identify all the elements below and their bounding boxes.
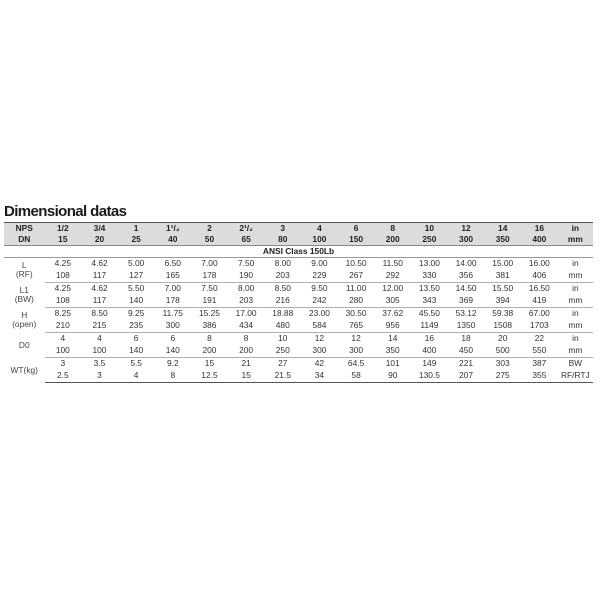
cell-value: 178 — [191, 270, 228, 283]
cell-value: 30.50 — [345, 308, 367, 319]
cell-value: 4 — [60, 333, 66, 344]
cell-value: 200 — [191, 345, 228, 358]
table-row — [4, 270, 593, 283]
cell-value: 386 — [191, 320, 228, 333]
cell-value: 16 — [424, 333, 435, 344]
table-row — [4, 370, 593, 383]
cell-value: 207 — [448, 370, 485, 383]
header-dn-cell: 65 — [228, 234, 265, 246]
unit-cell: mm — [558, 345, 593, 358]
cell-value: 9.00 — [311, 258, 328, 269]
cell-value: 267 — [338, 270, 375, 283]
header-dn-label: DN — [4, 234, 45, 246]
dimensions-table — [4, 222, 593, 383]
cell-value: 64.5 — [347, 358, 365, 369]
cell-value: 17.00 — [235, 308, 257, 319]
header-dn-cell: 300 — [448, 234, 485, 246]
cell-value: 305 — [374, 295, 411, 308]
cell-value: 8 — [207, 333, 212, 344]
cell-value: 394 — [484, 295, 521, 308]
cell-value: 8.25 — [54, 308, 71, 319]
cell-value: 4.62 — [91, 258, 108, 269]
row-label-main: L — [21, 260, 27, 271]
header-nps-cell: 8 — [374, 223, 411, 235]
cell-value: 7.00 — [164, 283, 181, 294]
cell-value: 3.5 — [93, 358, 106, 369]
unit-cell: in — [572, 308, 579, 319]
cell-value: 13.00 — [418, 258, 440, 269]
cell-value: 11.00 — [345, 283, 367, 294]
cell-value: 15.50 — [492, 283, 514, 294]
cell-value: 8.50 — [274, 283, 291, 294]
cell-value: 140 — [118, 345, 155, 358]
table-row — [4, 308, 593, 321]
cell-value: 21.5 — [264, 370, 301, 383]
cell-value: 300 — [338, 345, 375, 358]
header-row-nps — [4, 223, 593, 235]
cell-value: 235 — [118, 320, 155, 333]
unit-cell: in — [572, 258, 579, 269]
cell-value: 190 — [228, 270, 265, 283]
cell-value: 203 — [228, 295, 265, 308]
unit-cell: mm — [558, 320, 593, 333]
row-label — [4, 308, 45, 333]
cell-value: 18.88 — [272, 308, 294, 319]
table-row — [4, 333, 593, 346]
header-dn-cell: 20 — [81, 234, 118, 246]
cell-value: 20 — [498, 333, 508, 344]
cell-value: 14.00 — [455, 258, 477, 269]
cell-value: 5.00 — [127, 258, 145, 269]
row-label — [4, 258, 45, 283]
cell-value: 15.00 — [492, 258, 514, 269]
cell-value: 11.50 — [382, 258, 403, 269]
cell-value: 130.5 — [411, 370, 448, 383]
cell-value: 229 — [301, 270, 338, 283]
cell-value: 45.50 — [418, 308, 440, 319]
cell-value: 4.25 — [54, 283, 71, 294]
cell-value: 956 — [374, 320, 411, 333]
row-label-main: WT(kg) — [10, 364, 38, 375]
header-nps-label: NPS — [4, 223, 45, 235]
cell-value: 6 — [133, 333, 139, 344]
cell-value: 5.5 — [130, 358, 142, 369]
cell-value: 8.00 — [237, 283, 255, 294]
unit-cell: RF/RTJ — [558, 370, 593, 383]
cell-value: 67.00 — [528, 308, 550, 319]
page-title: Dimensional datas — [4, 203, 127, 220]
table-row — [4, 295, 593, 308]
header-dn-cell: 50 — [191, 234, 228, 246]
header-nps-cell: 2 — [191, 223, 228, 235]
cell-value: 16.50 — [528, 283, 550, 294]
table-row — [4, 258, 593, 271]
cell-value: 381 — [484, 270, 521, 283]
cell-value: 149 — [422, 358, 437, 369]
cell-value: 250 — [264, 345, 301, 358]
cell-value: 13.50 — [418, 283, 440, 294]
cell-value: 406 — [521, 270, 558, 283]
cell-value: 21 — [241, 358, 251, 369]
cell-value: 3 — [81, 370, 118, 383]
cell-value: 3 — [60, 358, 66, 369]
header-nps-cell: 10 — [411, 223, 448, 235]
row-label — [4, 333, 45, 358]
cell-value: 117 — [81, 295, 118, 308]
cell-value: 90 — [374, 370, 411, 383]
cell-value: 450 — [448, 345, 485, 358]
header-dn-cell: 40 — [154, 234, 191, 246]
class-row — [4, 246, 593, 258]
table-row — [4, 358, 593, 371]
row-label-sub: (open) — [12, 319, 37, 329]
cell-value: 10 — [278, 333, 288, 344]
cell-value: 1508 — [484, 320, 521, 333]
row-label-main: H — [21, 310, 28, 320]
cell-value: 7.50 — [201, 283, 218, 294]
cell-value: 330 — [411, 270, 448, 283]
cell-value: 5.50 — [127, 283, 145, 294]
cell-value: 12 — [351, 333, 361, 344]
header-nps-cell: 1 — [118, 223, 155, 235]
cell-value: 6.50 — [164, 258, 181, 269]
cell-value: 2.5 — [45, 370, 82, 383]
row-label — [4, 283, 45, 308]
cell-value: 215 — [81, 320, 118, 333]
header-nps-cell: 16 — [521, 223, 558, 235]
cell-value: 127 — [118, 270, 155, 283]
row-label-main: L1 — [19, 285, 29, 295]
cell-value: 100 — [45, 345, 82, 358]
cell-value: 9.25 — [127, 308, 145, 319]
cell-value: 12.00 — [382, 283, 404, 294]
cell-value: 369 — [448, 295, 485, 308]
cell-value: 117 — [81, 270, 118, 283]
cell-value: 37.62 — [382, 308, 404, 319]
cell-value: 108 — [45, 270, 82, 283]
header-dn-cell: 150 — [338, 234, 375, 246]
header-unit-bottom: mm — [558, 234, 593, 246]
cell-value: 6 — [170, 333, 176, 344]
cell-value: 1149 — [411, 320, 448, 333]
cell-value: 419 — [521, 295, 558, 308]
cell-value: 200 — [228, 345, 265, 358]
header-row-dn — [4, 234, 593, 246]
header-dn-cell: 80 — [264, 234, 301, 246]
unit-cell: mm — [558, 295, 593, 308]
cell-value: 8.50 — [91, 308, 108, 319]
row-label-main: D0 — [18, 339, 30, 350]
cell-value: 8 — [243, 333, 249, 344]
cell-value: 140 — [154, 345, 191, 358]
row-label — [4, 358, 45, 383]
cell-value: 165 — [154, 270, 191, 283]
cell-value: 12 — [314, 333, 325, 344]
cell-value: 8 — [154, 370, 191, 383]
cell-value: 275 — [484, 370, 521, 383]
header-nps-cell: 3 — [264, 223, 301, 235]
cell-value: 1703 — [521, 320, 558, 333]
cell-value: 400 — [411, 345, 448, 358]
cell-value: 58 — [338, 370, 375, 383]
cell-value: 4 — [118, 370, 155, 383]
cell-value: 15 — [204, 358, 215, 369]
cell-value: 16.00 — [528, 258, 550, 269]
header-dn-cell: 25 — [118, 234, 155, 246]
header-dn-cell: 250 — [411, 234, 448, 246]
header-dn-cell: 15 — [45, 234, 82, 246]
cell-value: 216 — [264, 295, 301, 308]
unit-cell: BW — [568, 358, 583, 369]
header-dn-cell: 400 — [521, 234, 558, 246]
class-label: ANSI Class 150Lb — [4, 246, 593, 258]
cell-value: 23.00 — [308, 308, 330, 319]
header-nps-cell: 14 — [484, 223, 521, 235]
header-nps-cell: 12 — [448, 223, 485, 235]
header-nps-cell: 2¹/₂ — [228, 223, 265, 235]
cell-value: 203 — [264, 270, 301, 283]
cell-value: 765 — [338, 320, 375, 333]
cell-value: 9.2 — [166, 358, 179, 369]
cell-value: 292 — [374, 270, 411, 283]
cell-value: 18 — [461, 333, 471, 344]
cell-value: 221 — [459, 358, 474, 369]
unit-cell: mm — [558, 270, 593, 283]
cell-value: 355 — [521, 370, 558, 383]
cell-value: 8.00 — [274, 258, 291, 269]
cell-value: 42 — [314, 358, 325, 369]
header-dn-cell: 350 — [484, 234, 521, 246]
cell-value: 480 — [264, 320, 301, 333]
cell-value: 4 — [97, 333, 102, 344]
cell-value: 100 — [81, 345, 118, 358]
cell-value: 27 — [278, 358, 288, 369]
cell-value: 300 — [301, 345, 338, 358]
cell-value: 280 — [338, 295, 375, 308]
cell-value: 210 — [45, 320, 82, 333]
cell-value: 9.50 — [311, 283, 328, 294]
header-nps-cell: 1¹/₂ — [154, 223, 191, 235]
row-label-sub: (BW) — [14, 294, 34, 304]
cell-value: 303 — [495, 358, 510, 369]
cell-value: 350 — [374, 345, 411, 358]
unit-cell: in — [572, 333, 579, 344]
cell-value: 14.50 — [455, 283, 477, 294]
header-dn-cell: 200 — [374, 234, 411, 246]
cell-value: 242 — [301, 295, 338, 308]
cell-value: 1350 — [448, 320, 485, 333]
cell-value: 584 — [301, 320, 338, 333]
cell-value: 59.38 — [492, 308, 514, 319]
cell-value: 101 — [385, 358, 400, 369]
cell-value: 11.75 — [162, 308, 183, 319]
header-nps-cell: 4 — [301, 223, 338, 235]
cell-value: 15.25 — [198, 308, 220, 319]
cell-value: 387 — [532, 358, 547, 369]
cell-value: 191 — [191, 295, 228, 308]
cell-value: 15 — [228, 370, 265, 383]
header-unit-top: in — [558, 223, 593, 235]
unit-cell: in — [572, 283, 579, 294]
cell-value: 178 — [154, 295, 191, 308]
cell-value: 300 — [154, 320, 191, 333]
table-row — [4, 345, 593, 358]
cell-value: 4.25 — [54, 258, 71, 269]
cell-value: 7.00 — [201, 258, 218, 269]
cell-value: 34 — [301, 370, 338, 383]
cell-value: 14 — [388, 333, 398, 344]
cell-value: 53.12 — [455, 308, 477, 319]
cell-value: 4.62 — [91, 283, 108, 294]
cell-value: 140 — [118, 295, 155, 308]
row-label-sub: (RF) — [15, 269, 33, 280]
cell-value: 10.50 — [345, 258, 367, 269]
cell-value: 434 — [228, 320, 265, 333]
header-dn-cell: 100 — [301, 234, 338, 246]
cell-value: 550 — [521, 345, 558, 358]
cell-value: 356 — [448, 270, 485, 283]
cell-value: 343 — [411, 295, 448, 308]
header-nps-cell: 1/2 — [45, 223, 82, 235]
cell-value: 500 — [484, 345, 521, 358]
cell-value: 12.5 — [191, 370, 228, 383]
table-row — [4, 320, 593, 333]
table-row — [4, 283, 593, 296]
header-nps-cell: 6 — [338, 223, 375, 235]
cell-value: 7.50 — [237, 258, 255, 269]
cell-value: 22 — [534, 333, 545, 344]
header-nps-cell: 3/4 — [81, 223, 118, 235]
cell-value: 108 — [45, 295, 82, 308]
